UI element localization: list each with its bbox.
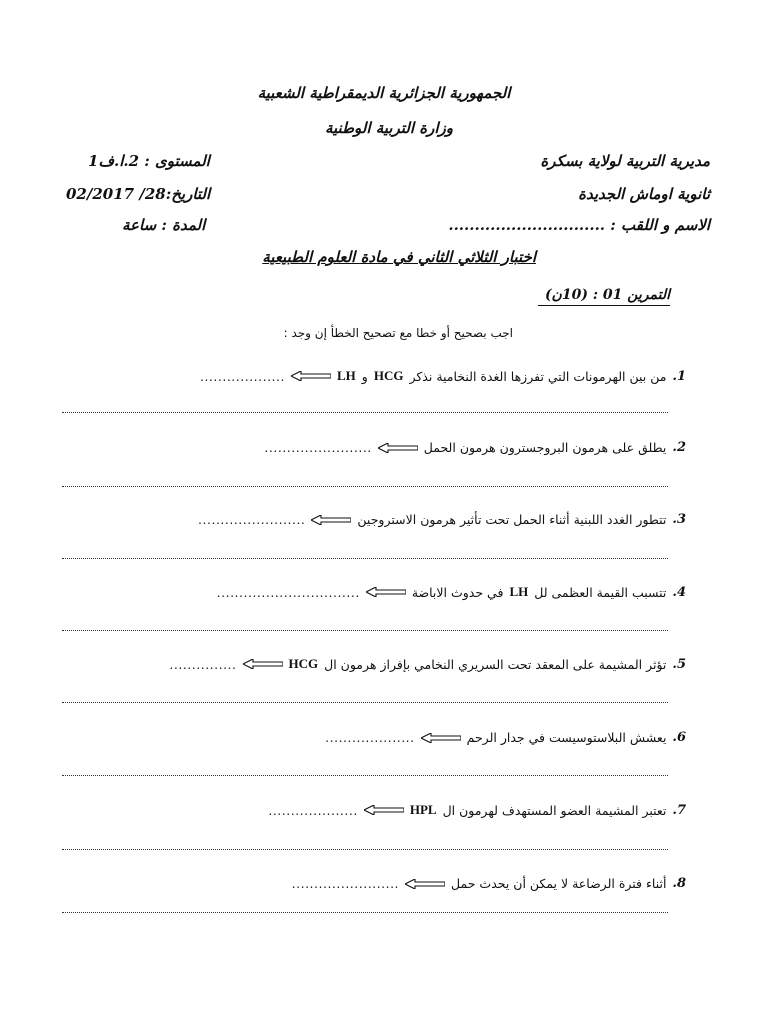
answer-blank[interactable]: .................... bbox=[325, 730, 415, 745]
answer-line[interactable] bbox=[62, 630, 668, 631]
answer-line[interactable] bbox=[62, 558, 668, 559]
answer-line[interactable] bbox=[62, 486, 668, 487]
question-7 bbox=[268, 802, 686, 818]
answer-line[interactable] bbox=[62, 849, 668, 850]
hormone-label: HCG bbox=[288, 656, 319, 671]
date-label: التاريخ:28/ 02/2017 bbox=[66, 185, 211, 203]
arrow-icon bbox=[366, 587, 406, 597]
duration-label: المدة : ساعة bbox=[122, 216, 206, 234]
answer-line[interactable] bbox=[62, 412, 668, 413]
ministry-title: وزارة التربية الوطنية bbox=[324, 119, 453, 137]
answer-blank[interactable]: ................... bbox=[199, 368, 285, 384]
exercise-heading-underline bbox=[538, 305, 670, 306]
question-text: تؤثر المشيمة على المعقد تحت السريري النخامي بإفراز هرمون ال bbox=[324, 656, 667, 672]
question-number: 3. bbox=[672, 512, 686, 527]
hormone-label: LH bbox=[509, 584, 529, 599]
question-number: 5. bbox=[672, 656, 686, 672]
arrow-icon bbox=[405, 879, 445, 889]
question-number: 7. bbox=[672, 802, 686, 818]
arrow-icon bbox=[311, 515, 351, 525]
arrow-icon bbox=[291, 371, 331, 381]
conjunction-text: و bbox=[361, 368, 368, 384]
question-text: أثناء فترة الرضاعة لا يمكن أن يحدث حمل bbox=[451, 876, 667, 891]
question-text: تتطور الغدد اللبنية أثناء الحمل تحت تأثير هرمون الاستروجين bbox=[357, 512, 667, 527]
answer-blank[interactable]: ............... bbox=[169, 656, 237, 672]
exercise-heading: التمرين 01 : (10ن) bbox=[544, 287, 670, 303]
arrow-icon bbox=[243, 659, 283, 669]
question-text: يطلق على هرمون البروجسترون هرمون الحمل bbox=[423, 440, 667, 455]
hormone-label: LH bbox=[336, 368, 356, 383]
arrow-icon bbox=[405, 879, 445, 889]
question-2 bbox=[264, 440, 686, 455]
republic-title: الجمهورية الجزائرية الديمقراطية الشعبية bbox=[257, 84, 511, 102]
question-1 bbox=[200, 368, 686, 384]
arrow-icon bbox=[364, 805, 404, 815]
question-number: 1. bbox=[672, 368, 686, 384]
test-title: اختبار الثلاثي الثاني في مادة العلوم الطبيعية bbox=[262, 248, 536, 266]
instruction-text: اجب بصحيح أو خطا مع تصحيح الخطأ إن وجد : bbox=[283, 326, 513, 340]
arrow-icon bbox=[243, 659, 283, 669]
answer-blank[interactable]: ........................ bbox=[198, 512, 306, 527]
question-number: 2. bbox=[672, 440, 686, 455]
question-text: من بين الهرمونات التي تفرزها الغدة النخامية نذكر bbox=[409, 368, 667, 384]
question-3 bbox=[198, 512, 686, 527]
name-field[interactable]: الاسم و اللقب : .............................. bbox=[448, 216, 710, 234]
question-text: تتسبب القيمة العظمى لل bbox=[534, 584, 667, 600]
question-number: 6. bbox=[672, 730, 686, 745]
arrow-icon bbox=[421, 733, 461, 743]
arrow-icon bbox=[366, 587, 406, 597]
question-5 bbox=[169, 656, 686, 672]
hormone-label: HPL bbox=[409, 802, 437, 817]
answer-blank[interactable]: ................................ bbox=[216, 584, 360, 600]
question-number: 4. bbox=[672, 584, 686, 600]
question-number: 8. bbox=[672, 876, 686, 891]
arrow-icon bbox=[378, 443, 418, 453]
question-8 bbox=[292, 876, 686, 891]
answer-line[interactable] bbox=[62, 702, 668, 703]
question-text-tail: في حدوث الاباضة bbox=[411, 584, 504, 600]
answer-blank[interactable]: ........................ bbox=[291, 876, 400, 891]
directorate-label: مديرية التربية لولاية بسكرة bbox=[540, 152, 710, 170]
question-4 bbox=[217, 584, 686, 600]
arrow-icon bbox=[421, 733, 461, 743]
answer-line[interactable] bbox=[62, 775, 668, 776]
question-text: تعتبر المشيمة العضو المستهدف لهرمون ال bbox=[442, 802, 667, 818]
level-label: المستوى : 2.ا.ف1 bbox=[88, 152, 210, 170]
question-text: يعشش البلاستوسيست في جدار الرحم bbox=[466, 730, 667, 745]
arrow-icon bbox=[378, 443, 418, 453]
school-label: ثانوية اوماش الجديدة bbox=[578, 185, 710, 203]
question-6 bbox=[325, 730, 686, 745]
answer-blank[interactable]: .................... bbox=[268, 802, 358, 818]
arrow-icon bbox=[364, 805, 404, 815]
answer-blank[interactable]: ........................ bbox=[264, 440, 372, 455]
answer-line[interactable] bbox=[62, 912, 668, 913]
arrow-icon bbox=[311, 515, 351, 525]
arrow-icon bbox=[291, 371, 331, 381]
hormone-label: HCG bbox=[373, 368, 404, 383]
